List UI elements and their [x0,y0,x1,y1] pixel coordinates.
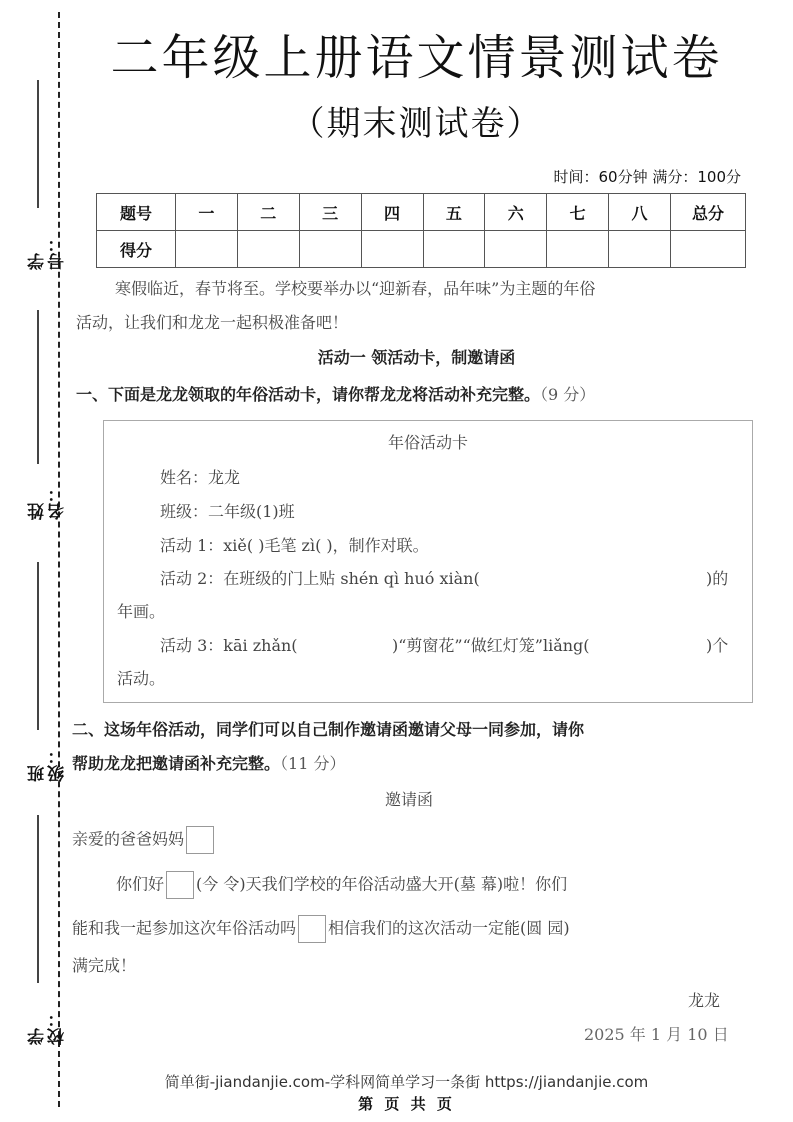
card-activity-3-mid[interactable]: )“剪窗花”“做红灯笼”liǎng( [392,636,590,655]
body-line-1-a: 你们好 [116,874,165,894]
question-2-points: （11 分） [280,754,346,773]
score-cell[interactable] [361,231,423,268]
score-cell[interactable] [299,231,361,268]
score-table-header-cell: 四 [361,194,423,231]
score-table-header-cell: 七 [547,194,609,231]
score-cell[interactable] [423,231,485,268]
body-line-2-a: 能和我一起参加这次年俗活动吗 [72,918,297,938]
score-cell[interactable] [547,231,609,268]
card-activity-3-end: )个 [706,636,729,655]
invitation-signature: 龙龙 [688,991,721,1010]
class-field[interactable] [16,562,68,782]
invitation-body-line-1 [116,871,567,899]
score-table-header-cell: 六 [485,194,547,231]
question-2-prompt-line-1: 二、这场年俗活动，同学们可以自己制作邀请函邀请父母一同参加，请你 [72,720,585,739]
punctuation-box-2[interactable] [166,871,194,899]
score-table-header-cell: 五 [423,194,485,231]
student-name-label: 姓名： [28,484,68,520]
body-line-2-b[interactable]: 相信我们的这次活动一定能(圆 园) [328,918,570,938]
question-1-text: 一、下面是龙龙领取的年俗活动卡，请你帮龙龙将活动补充完整。 [76,385,541,404]
page-title: 二年级上册语文情景测试卷 [110,30,723,86]
score-table-header-cell: 三 [299,194,361,231]
class-label: 班级： [28,746,68,782]
score-table [96,193,746,268]
card-activity-2[interactable]: 活动 2：在班级的门上贴 shén qì huó xiàn( [160,569,480,588]
student-id-label: 学号： [28,234,68,270]
intro-line-1: 寒假临近，春节将至。学校要举办以“迎新春，品年味”为主题的年俗 [115,279,596,298]
school-field[interactable] [16,815,68,1045]
score-table-header-cell: 二 [237,194,299,231]
salutation-text: 亲爱的爸爸妈妈 [72,829,185,849]
exam-meta: 时间：60分钟 满分：100分 [553,168,741,186]
card-name-line: 姓名：龙龙 [160,468,241,487]
question-2-text: 帮助龙龙把邀请函补充完整。 [72,754,281,773]
binding-dashed-line [58,12,60,1107]
student-name-field[interactable] [16,310,68,520]
page-subtitle: （期末测试卷） [290,104,543,144]
school-label: 学校： [28,1009,68,1045]
activity-card [103,420,753,703]
invitation-salutation [72,826,216,854]
card-activity-3[interactable]: 活动 3：kāi zhǎn( [160,636,298,655]
student-name-underline[interactable] [37,310,39,464]
card-activity-2-cont: 年画。 [117,602,166,621]
score-table-header-cell: 题号 [97,194,176,231]
invitation-date: 2025 年 1 月 10 日 [584,1025,729,1044]
card-activity-2-end: )的 [706,569,729,588]
score-table-header-row [97,194,746,231]
score-cell-total[interactable] [671,231,746,268]
score-table-header-cell: 总分 [671,194,746,231]
score-cell[interactable] [485,231,547,268]
card-class-line: 班级：二年级(1)班 [160,502,295,521]
punctuation-box-1[interactable] [186,826,214,854]
activity-card-title: 年俗活动卡 [387,433,468,452]
footer-watermark: 简单街-jiandanjie.com-学科网简单学习一条街 https://jiandanjie.com [164,1073,649,1091]
invitation-body-line-3: 满完成！ [72,956,137,975]
school-underline[interactable] [37,815,39,983]
score-table-header-cell: 一 [176,194,238,231]
question-1-prompt [76,384,595,406]
card-activity-3-cont: 活动。 [117,669,166,688]
question-1-points: （9 分） [540,385,596,404]
body-line-1-b[interactable]: (今 令)天我们学校的年俗活动盛大开(墓 幕)啦！你们 [196,874,568,894]
card-activity-1[interactable]: 活动 1：xiě( )毛笔 zì( )，制作对联。 [160,536,429,555]
class-underline[interactable] [37,562,39,730]
score-cell[interactable] [609,231,671,268]
intro-line-2: 活动，让我们和龙龙一起积极准备吧！ [76,313,349,332]
question-2-prompt-line-2 [72,753,345,775]
punctuation-box-3[interactable] [298,915,326,943]
score-table-score-row [97,231,746,268]
score-table-header-cell: 八 [609,194,671,231]
score-cell[interactable] [237,231,299,268]
score-cell[interactable] [176,231,238,268]
invitation-body-line-2 [72,915,570,943]
activity-heading: 活动一 领活动卡，制邀请函 [317,348,516,367]
score-row-label: 得分 [97,231,176,268]
page-number: 第 页 共 页 [358,1095,455,1113]
invitation-title: 邀请函 [384,790,433,809]
